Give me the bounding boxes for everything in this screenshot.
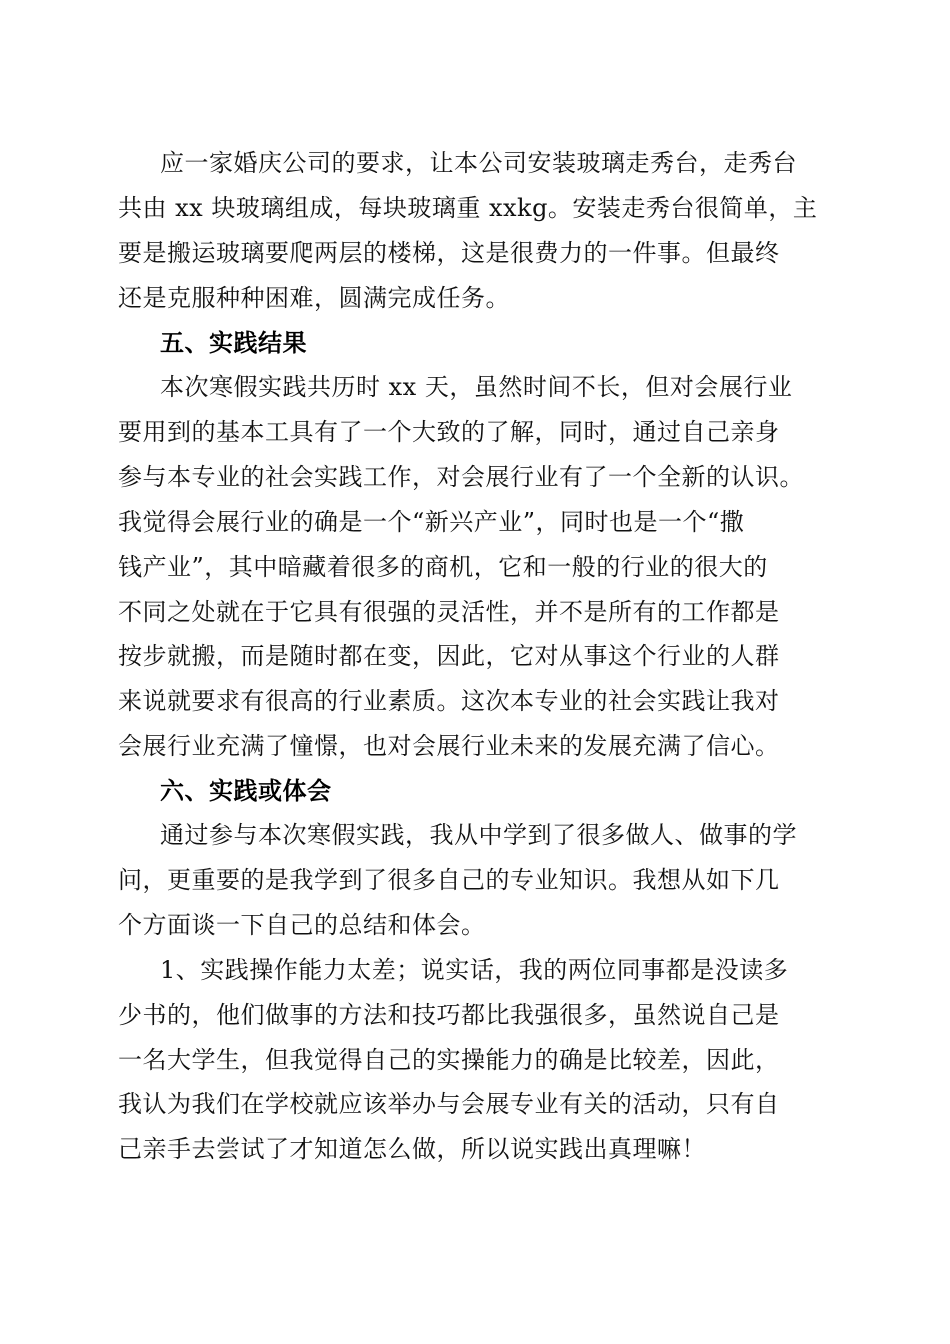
- section-heading-results: 五、实践结果: [160, 329, 307, 357]
- paragraph-4-line: 我认为我们在学校就应该举办与会展专业有关的活动，只有自: [118, 1090, 780, 1118]
- paragraph-2-line: 要用到的基本工具有了一个大致的了解，同时，通过自己亲身: [118, 418, 780, 446]
- paragraph-4-line: 少书的，他们做事的方法和技巧都比我强很多，虽然说自己是: [118, 1001, 780, 1029]
- paragraph-2-line: 参与本专业的社会实践工作，对会展行业有了一个全新的认识。: [118, 463, 804, 491]
- section-heading-reflection: 六、实践或体会: [160, 777, 332, 805]
- paragraph-1-line: 共由 xx 块玻璃组成，每块玻璃重 xxkg。安装走秀台很简单，主: [118, 194, 818, 222]
- paragraph-3-line: 通过参与本次寒假实践，我从中学到了很多做人、做事的学: [160, 821, 797, 849]
- paragraph-1-line: 应一家婚庆公司的要求，让本公司安装玻璃走秀台，走秀台: [160, 149, 797, 177]
- paragraph-4-line: 一名大学生，但我觉得自己的实操能力的确是比较差，因此，: [118, 1046, 780, 1074]
- paragraph-2-line: 会展行业充满了憧憬，也对会展行业未来的发展充满了信心。: [118, 732, 780, 760]
- paragraph-3-line: 问，更重要的是我学到了很多自己的专业知识。我想从如下几: [118, 866, 780, 894]
- paragraph-2-line: 不同之处就在于它具有很强的灵活性，并不是所有的工作都是: [118, 598, 780, 626]
- paragraph-2-line: 本次寒假实践共历时 xx 天，虽然时间不长，但对会展行业: [160, 373, 793, 401]
- paragraph-2-line: 按步就搬，而是随时都在变，因此，它对从事这个行业的人群: [118, 642, 780, 670]
- paragraph-2-line: 来说就要求有很高的行业素质。这次本专业的社会实践让我对: [118, 687, 780, 715]
- paragraph-4-line: 1、实践操作能力太差；说实话，我的两位同事都是没读多: [160, 956, 789, 984]
- paragraph-3-line: 个方面谈一下自己的总结和体会。: [118, 911, 486, 939]
- paragraph-2-line: 我觉得会展行业的确是一个“新兴产业”，同时也是一个“撒: [118, 508, 745, 536]
- paragraph-4-line: 己亲手去尝试了才知道怎么做，所以说实践出真理嘛！: [118, 1135, 706, 1163]
- paragraph-1-line: 要是搬运玻璃要爬两层的楼梯，这是很费力的一件事。但最终: [118, 239, 780, 267]
- paragraph-1-line: 还是克服种种困难，圆满完成任务。: [118, 284, 510, 312]
- paragraph-2-line: 钱产业”，其中暗藏着很多的商机，它和一般的行业的很大的: [118, 553, 768, 581]
